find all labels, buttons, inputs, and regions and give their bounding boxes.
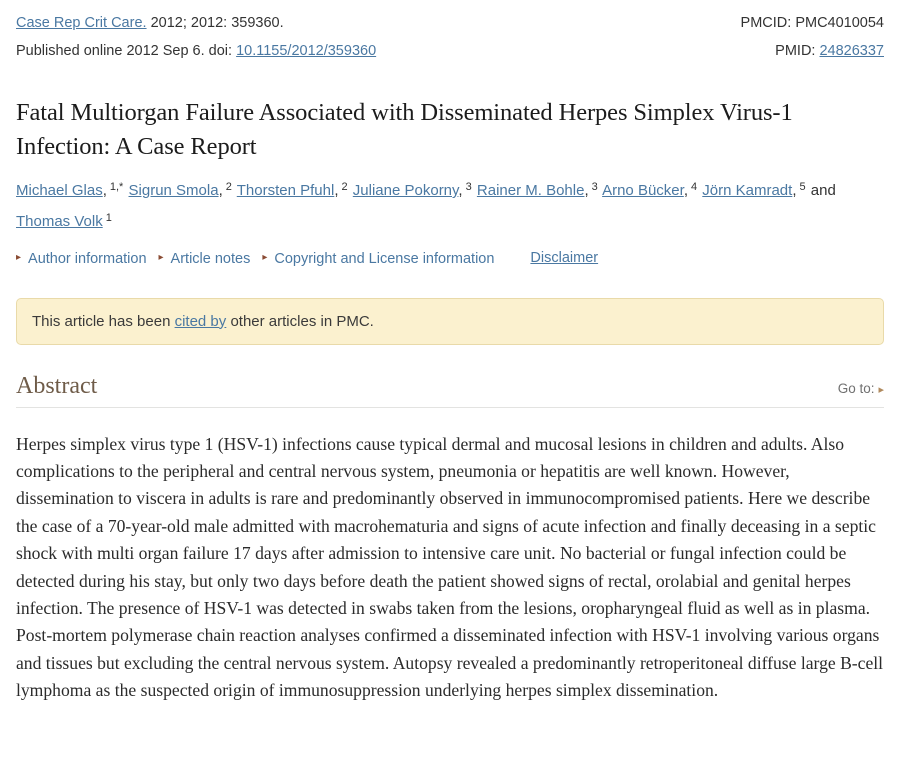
notice-text-suffix: other articles in PMC.: [226, 312, 374, 330]
author-affiliation-sup: 2: [341, 181, 348, 193]
author-list: Michael Glas, $^{1,*}$ Sigrun Smola, $^2$ Thorsten Pfuhl, $^2$ Juliane Pokorny, $^3$ Rainer M. Bohle, $^3$ Arno Bücker, $^4$ Jörn Kamradt, $^5$ and Thomas Volk $^1$: [16, 181, 836, 230]
pmid-label: PMID:: [775, 43, 820, 59]
published-text: Published online 2012 Sep 6. doi:: [16, 43, 237, 59]
go-to-label: Go to:: [837, 380, 875, 396]
author-link[interactable]: Thorsten Pfuhl: [236, 182, 335, 199]
info-links-container: [16, 249, 506, 267]
pmcid-text: PMCID: PMC4010054: [740, 15, 884, 31]
author-link[interactable]: Juliane Pokorny: [352, 182, 459, 199]
author-affiliation-sup: 1: [105, 212, 112, 224]
author-link[interactable]: Thomas Volk: [16, 213, 103, 230]
info-link-label: Article notes: [170, 250, 251, 267]
pmid-line: [741, 42, 884, 61]
expand-arrow-icon: ▸: [158, 252, 164, 263]
author-link[interactable]: Rainer M. Bohle: [476, 182, 585, 199]
author-affiliation-sup: 2: [225, 181, 232, 193]
author-link[interactable]: Arno Bücker: [602, 182, 684, 199]
cited-by-notice: [16, 298, 884, 345]
abstract-heading: Abstract: [16, 372, 98, 399]
citation-block: [16, 14, 376, 70]
author-link[interactable]: Michael Glas: [16, 182, 103, 199]
info-link-copyright-and-license-information[interactable]: [262, 251, 494, 267]
expand-arrow-icon: ▸: [262, 252, 268, 263]
abstract-text: Herpes simplex virus type 1 (HSV-1) infections cause typical dermal and mucosal lesions in children and adults. Also complications to the peripheral and central nervous system, pneumonia or hepatitis are well known. However, dissemination to viscera in adults is rare and predominantly observed in immunocompromised patients. Here we describe the case of a 70-year-old male admitted with macrohematuria and signs of acute infection and finally deceasing in a septic shock with multi organ failure 17 days after admission to intensive care unit. No bacterial or fungal infection could be detected during his stay, but only two days before death the patient showed signs of rectal, orolabial and genital herpes infection. The presence of HSV-1 was detected in swabs taken from the lesions, oropharyngeal fluid as well as in plasma. Post-mortem polymerase chain reaction analyses confirmed a disseminated infection with HSV-1 involving various organs and tissues but excluding the central nervous system. Autopsy revealed a predominantly retroperitoneal diffuse large B-cell lymphoma as the suspected origin of immunosuppression underlying herpes simplex dissemination.: [16, 433, 884, 701]
journal-citation-line: [16, 14, 376, 33]
pmid-link[interactable]: 24826337: [819, 43, 884, 59]
chevron-right-icon: ▸: [878, 383, 884, 396]
article-info-row: [16, 249, 884, 267]
journal-link[interactable]: Case Rep Crit Care.: [16, 15, 147, 31]
id-block: [741, 14, 884, 70]
page-title: Fatal Multiorgan Failure Associated with Disseminated Herpes Simplex Virus-1 Infection: A Case Report: [16, 99, 793, 160]
author-affiliation-sup: 4: [690, 181, 698, 193]
abstract-header: [16, 373, 884, 400]
doi-link[interactable]: 10.1155/2012/359360: [236, 43, 377, 59]
author-link[interactable]: Sigrun Smola: [128, 182, 219, 199]
cited-by-link[interactable]: cited by: [174, 312, 227, 330]
section-divider: [16, 407, 884, 408]
author-affiliation-sup: 1,*: [109, 181, 124, 193]
expand-arrow-icon: ▸: [16, 252, 22, 263]
author-affiliation-sup: 5: [799, 181, 806, 193]
header-meta: [16, 14, 884, 70]
info-link-author-information[interactable]: [16, 251, 147, 267]
published-line: [16, 42, 376, 61]
info-link-article-notes[interactable]: [159, 251, 251, 267]
info-link-label: Author information: [28, 250, 147, 267]
author-link[interactable]: Jörn Kamradt: [702, 182, 793, 199]
author-affiliation-sup: 3: [465, 181, 472, 193]
go-to-link[interactable]: [838, 381, 884, 396]
citation-text: 2012; 2012: 359360.: [146, 15, 284, 31]
info-link-label: Copyright and License information: [274, 250, 495, 267]
abstract-section: [16, 373, 884, 705]
author-affiliation-sup: 3: [591, 181, 598, 193]
disclaimer-link[interactable]: Disclaimer: [530, 249, 599, 266]
notice-text-prefix: This article has been: [32, 312, 175, 330]
